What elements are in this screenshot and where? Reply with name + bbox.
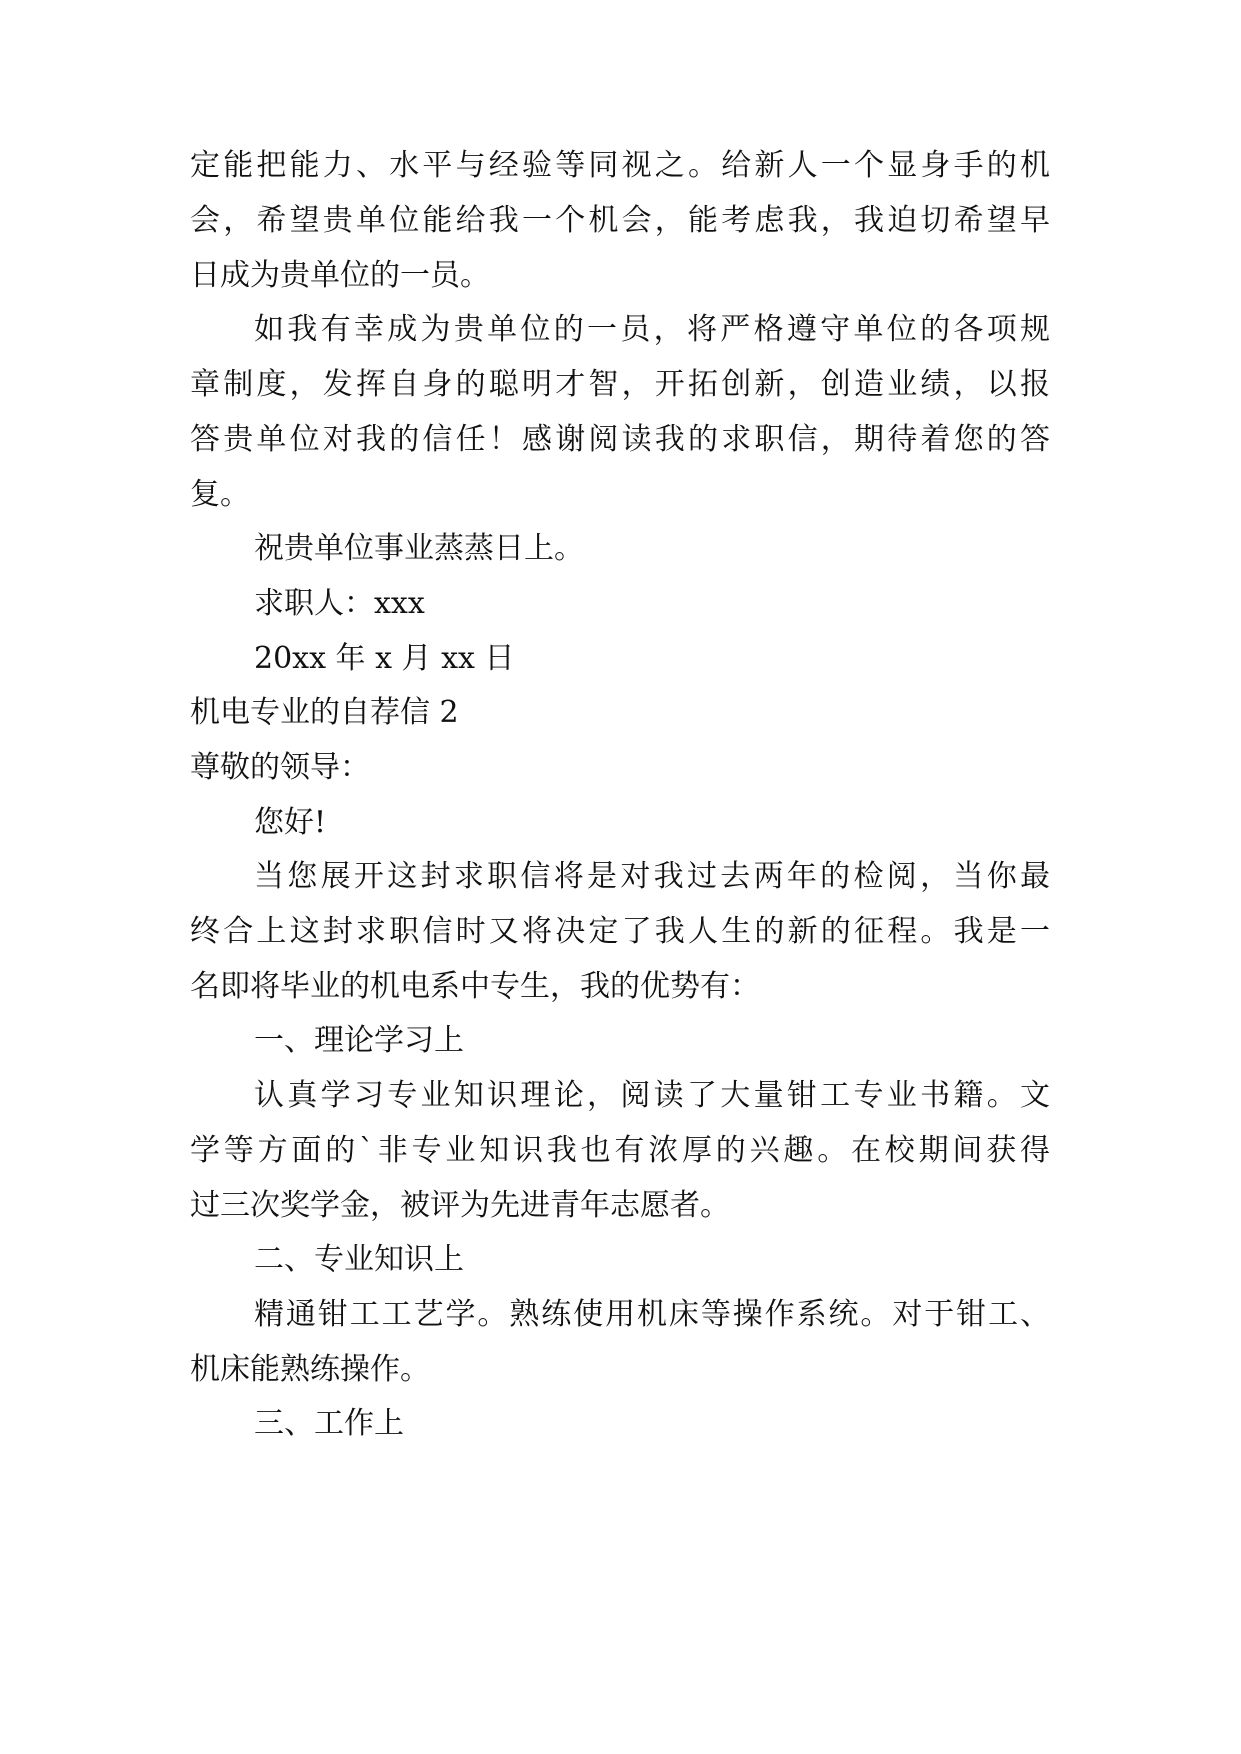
salutation: 尊敬的领导： [190, 750, 370, 785]
date: 20xx 年 x 月 xx 日 [254, 641, 515, 676]
body-text-line: 日成为贵单位的一员。 [190, 258, 490, 293]
body-text-line: 当您展开这封求职信将是对我过去两年的检阅，当你最 [254, 859, 1050, 894]
subheading: 三、工作上 [254, 1406, 404, 1441]
body-text-line: 章制度，发挥自身的聪明才智，开拓创新，创造业绩，以报 [190, 367, 1050, 402]
body-text-line: 名即将毕业的机电系中专生，我的优势有： [190, 969, 760, 1004]
greeting: 您好! [254, 805, 327, 840]
body-text-line: 复。 [190, 477, 250, 512]
subheading: 一、理论学习上 [254, 1023, 464, 1058]
body-text-line: 学等方面的`非专业知识我也有浓厚的兴趣。在校期间获得 [190, 1133, 1050, 1168]
signature: 求职人：xxx [254, 586, 425, 621]
body-text-line: 定能把能力、水平与经验等同视之。给新人一个显身手的机 [190, 148, 1050, 183]
body-text-line: 会，希望贵单位能给我一个机会，能考虑我，我迫切希望早 [190, 203, 1050, 238]
body-text-line: 过三次奖学金，被评为先进青年志愿者。 [190, 1188, 730, 1223]
body-text-line: 如我有幸成为贵单位的一员，将严格遵守单位的各项规 [254, 312, 1050, 347]
body-text-line: 精通钳工工艺学。熟练使用机床等操作系统。对于钳工、 [254, 1297, 1050, 1332]
section-title: 机电专业的自荐信 2 [190, 695, 459, 730]
body-text-line: 答贵单位对我的信任！感谢阅读我的求职信，期待着您的答 [190, 422, 1050, 457]
closing-wish: 祝贵单位事业蒸蒸日上。 [254, 531, 584, 566]
body-text-line: 终合上这封求职信时又将决定了我人生的新的征程。我是一 [190, 914, 1050, 949]
body-text-line: 机床能熟练操作。 [190, 1352, 430, 1387]
subheading: 二、专业知识上 [254, 1242, 464, 1277]
body-text-line: 认真学习专业知识理论，阅读了大量钳工专业书籍。文 [254, 1078, 1050, 1113]
